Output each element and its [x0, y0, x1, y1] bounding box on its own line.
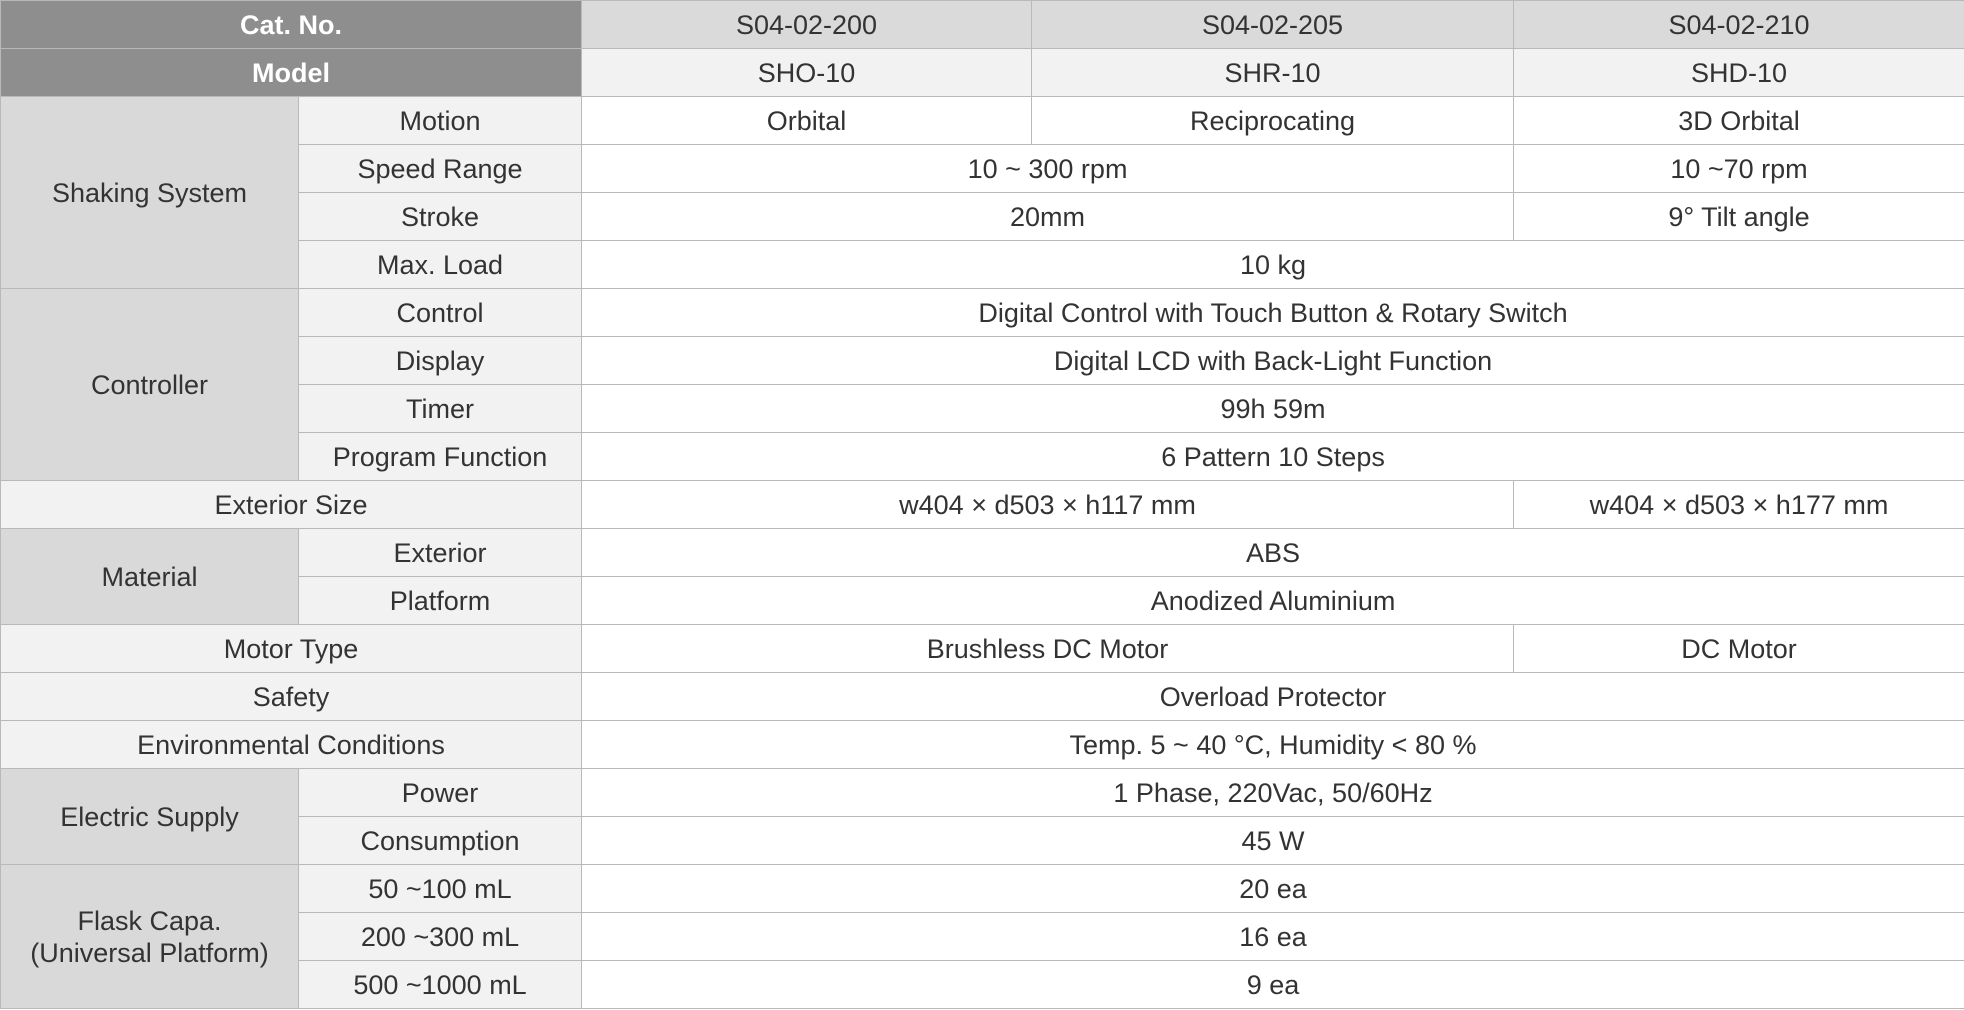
- control-label: Control: [299, 289, 582, 337]
- max-load-label: Max. Load: [299, 241, 582, 289]
- row-power: [1, 769, 1964, 817]
- row-exterior-size: [1, 481, 1964, 529]
- row-flask-1: [1, 865, 1964, 913]
- flask-capa-label-line2: (Universal Platform): [30, 937, 269, 968]
- cat-no-1: S04-02-200: [582, 1, 1032, 49]
- flask-size-label-1: 50 ~100 mL: [299, 865, 582, 913]
- cat-no-2: S04-02-205: [1032, 1, 1514, 49]
- flask-count-2: 16 ea: [582, 913, 1964, 961]
- row-safety: [1, 673, 1964, 721]
- cat-no-3: S04-02-210: [1514, 1, 1964, 49]
- material-exterior-value: ABS: [582, 529, 1964, 577]
- row-motion: [1, 97, 1964, 145]
- program-function-value: 6 Pattern 10 Steps: [582, 433, 1964, 481]
- row-material-exterior: [1, 529, 1964, 577]
- max-load-value: 10 kg: [582, 241, 1964, 289]
- display-value: Digital LCD with Back-Light Function: [582, 337, 1964, 385]
- motion-value-2: Reciprocating: [1032, 97, 1514, 145]
- model-2: SHR-10: [1032, 49, 1514, 97]
- timer-label: Timer: [299, 385, 582, 433]
- speed-range-shared: 10 ~ 300 rpm: [582, 145, 1514, 193]
- consumption-label: Consumption: [299, 817, 582, 865]
- material-platform-value: Anodized Aluminium: [582, 577, 1964, 625]
- material-label: Material: [1, 529, 299, 625]
- model-label: Model: [1, 49, 582, 97]
- motion-value-1: Orbital: [582, 97, 1032, 145]
- shaking-system-label: Shaking System: [1, 97, 299, 289]
- environmental-conditions-value: Temp. 5 ~ 40 °C, Humidity < 80 %: [582, 721, 1964, 769]
- stroke-label: Stroke: [299, 193, 582, 241]
- display-label: Display: [299, 337, 582, 385]
- row-motor-type: [1, 625, 1964, 673]
- flask-capa-label-line1: Flask Capa.: [77, 905, 222, 936]
- motion-value-3: 3D Orbital: [1514, 97, 1964, 145]
- stroke-third: 9° Tilt angle: [1514, 193, 1964, 241]
- flask-count-3: 9 ea: [582, 961, 1964, 1009]
- exterior-size-label: Exterior Size: [1, 481, 582, 529]
- exterior-size-shared: w404 × d503 × h117 mm: [582, 481, 1514, 529]
- material-platform-label: Platform: [299, 577, 582, 625]
- material-exterior-label: Exterior: [299, 529, 582, 577]
- motor-type-third: DC Motor: [1514, 625, 1964, 673]
- consumption-value: 45 W: [582, 817, 1964, 865]
- motor-type-label: Motor Type: [1, 625, 582, 673]
- row-environmental-conditions: [1, 721, 1964, 769]
- row-control: [1, 289, 1964, 337]
- row-cat-no: [1, 1, 1964, 49]
- timer-value: 99h 59m: [582, 385, 1964, 433]
- power-value: 1 Phase, 220Vac, 50/60Hz: [582, 769, 1964, 817]
- flask-size-label-2: 200 ~300 mL: [299, 913, 582, 961]
- power-label: Power: [299, 769, 582, 817]
- flask-count-1: 20 ea: [582, 865, 1964, 913]
- program-function-label: Program Function: [299, 433, 582, 481]
- motor-type-shared: Brushless DC Motor: [582, 625, 1514, 673]
- motion-label: Motion: [299, 97, 582, 145]
- model-1: SHO-10: [582, 49, 1032, 97]
- environmental-conditions-label: Environmental Conditions: [1, 721, 582, 769]
- row-model: [1, 49, 1964, 97]
- speed-range-third: 10 ~70 rpm: [1514, 145, 1964, 193]
- control-value: Digital Control with Touch Button & Rotary Switch: [582, 289, 1964, 337]
- exterior-size-third: w404 × d503 × h177 mm: [1514, 481, 1964, 529]
- stroke-shared: 20mm: [582, 193, 1514, 241]
- electric-supply-label: Electric Supply: [1, 769, 299, 865]
- speed-range-label: Speed Range: [299, 145, 582, 193]
- flask-size-label-3: 500 ~1000 mL: [299, 961, 582, 1009]
- controller-label: Controller: [1, 289, 299, 481]
- safety-value: Overload Protector: [582, 673, 1964, 721]
- cat-no-label: Cat. No.: [1, 1, 582, 49]
- flask-capa-label: [1, 865, 299, 1009]
- model-3: SHD-10: [1514, 49, 1964, 97]
- safety-label: Safety: [1, 673, 582, 721]
